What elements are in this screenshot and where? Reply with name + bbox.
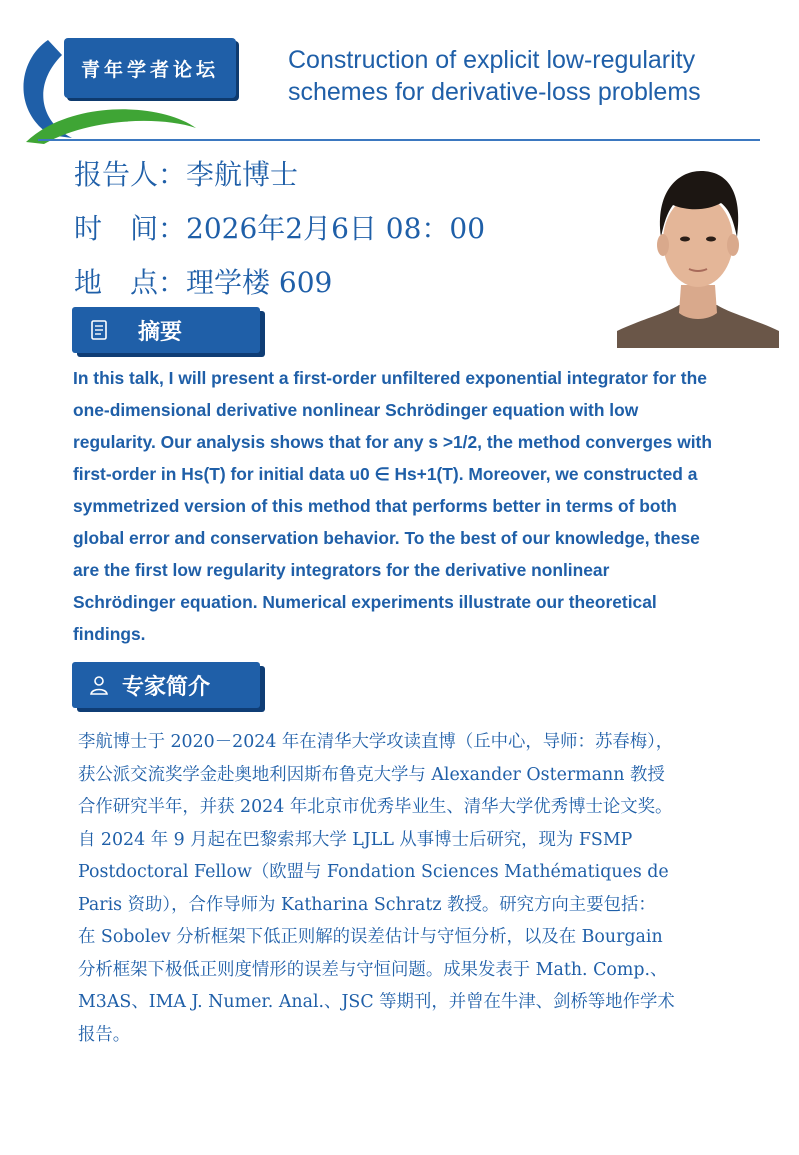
photo-neck: [679, 285, 717, 319]
bio-text: [78, 726, 784, 1051]
abstract-line: are the first low regularity integrators for the derivative nonlinear: [73, 560, 610, 580]
abstract-line: Schrödinger equation. Numerical experiments illustrate our theoretical: [73, 592, 657, 612]
abstract-line: In this talk, I will present a first-order unfiltered exponential integrator for the: [73, 368, 707, 388]
abstract-line: symmetrized version of this method that performs better in terms of both: [73, 496, 677, 516]
speaker-photo: [617, 153, 779, 348]
person-icon: [88, 674, 110, 696]
bio-line: Paris 资助），合作导师为 Katharina Schratz 教授。研究方向主要包括：: [78, 894, 656, 915]
abstract-section-label: 摘要: [138, 319, 183, 345]
bio-line: 报告。: [78, 1024, 131, 1045]
abstract-line: one-dimensional derivative nonlinear Schrödinger equation with low: [73, 400, 639, 420]
talk-title-line-1: Construction of explicit low-regularity: [288, 46, 696, 74]
bio-line: 自 2024 年 9 月起在巴黎索邦大学 LJLL 从事博士后研究，现为 FSMP: [78, 829, 633, 850]
bio-line: 获公派交流奖学金赴奥地利因斯布鲁克大学与 Alexander Ostermann 教授: [78, 764, 665, 785]
abstract-line: regularity. Our analysis shows that for any s >1/2, the method converges with: [73, 432, 712, 452]
abstract-text: [73, 362, 783, 650]
speaker-row: [74, 158, 298, 192]
forum-badge: 青年学者论坛: [64, 38, 236, 98]
photo-right-eye: [706, 237, 716, 242]
time-row: [74, 212, 485, 246]
speaker-label: 报告人：: [74, 158, 187, 191]
abstract-section-header: [72, 307, 260, 353]
photo-left-eye: [680, 237, 690, 242]
bio-line: 分析框架下极低正则度情形的误差与守恒问题。成果发表于 Math. Comp.、: [78, 959, 668, 980]
bio-line: Postdoctoral Fellow（欧盟与 Fondation Sciences Mathématiques de: [78, 862, 669, 882]
talk-title-line-2: schemes for derivative-loss problems: [288, 78, 701, 106]
header-divider: [38, 139, 760, 141]
time-value: 2026年2月6日 08：00: [186, 212, 486, 245]
place-label: 地 点：: [74, 266, 187, 299]
bio-line: M3AS、IMA J. Numer. Anal.、JSC 等期刊，并曾在牛津、剑桥等地作学术: [78, 992, 675, 1012]
abstract-line: findings.: [73, 624, 146, 644]
place-row: [74, 266, 332, 300]
bio-line: 合作研究半年，并获 2024 年北京市优秀毕业生、清华大学优秀博士论文奖。: [78, 797, 673, 817]
abstract-line: global error and conservation behavior. To the best of our knowledge, these: [73, 528, 700, 548]
bio-section-header: [72, 662, 260, 708]
talk-title: [288, 44, 788, 108]
bio-line: 李航博士于 2020－2024 年在清华大学攻读直博（丘中心，导师：苏春梅），: [78, 732, 674, 752]
speaker-value: 李航博士: [186, 158, 299, 191]
abstract-line: first-order in Hs(T) for initial data u0 ∈ Hs+1(T). Moreover, we constructed a: [73, 464, 698, 484]
place-value: 理学楼 609: [186, 266, 333, 299]
time-label: 时 间：: [74, 212, 187, 245]
bio-section-label: 专家简介: [122, 674, 211, 700]
bio-line: 在 Sobolev 分析框架下低正则解的误差估计与守恒分析，以及在 Bourgain: [78, 927, 663, 947]
photo-left-ear: [657, 234, 669, 256]
document-icon: [88, 319, 110, 341]
photo-right-ear: [727, 234, 739, 256]
